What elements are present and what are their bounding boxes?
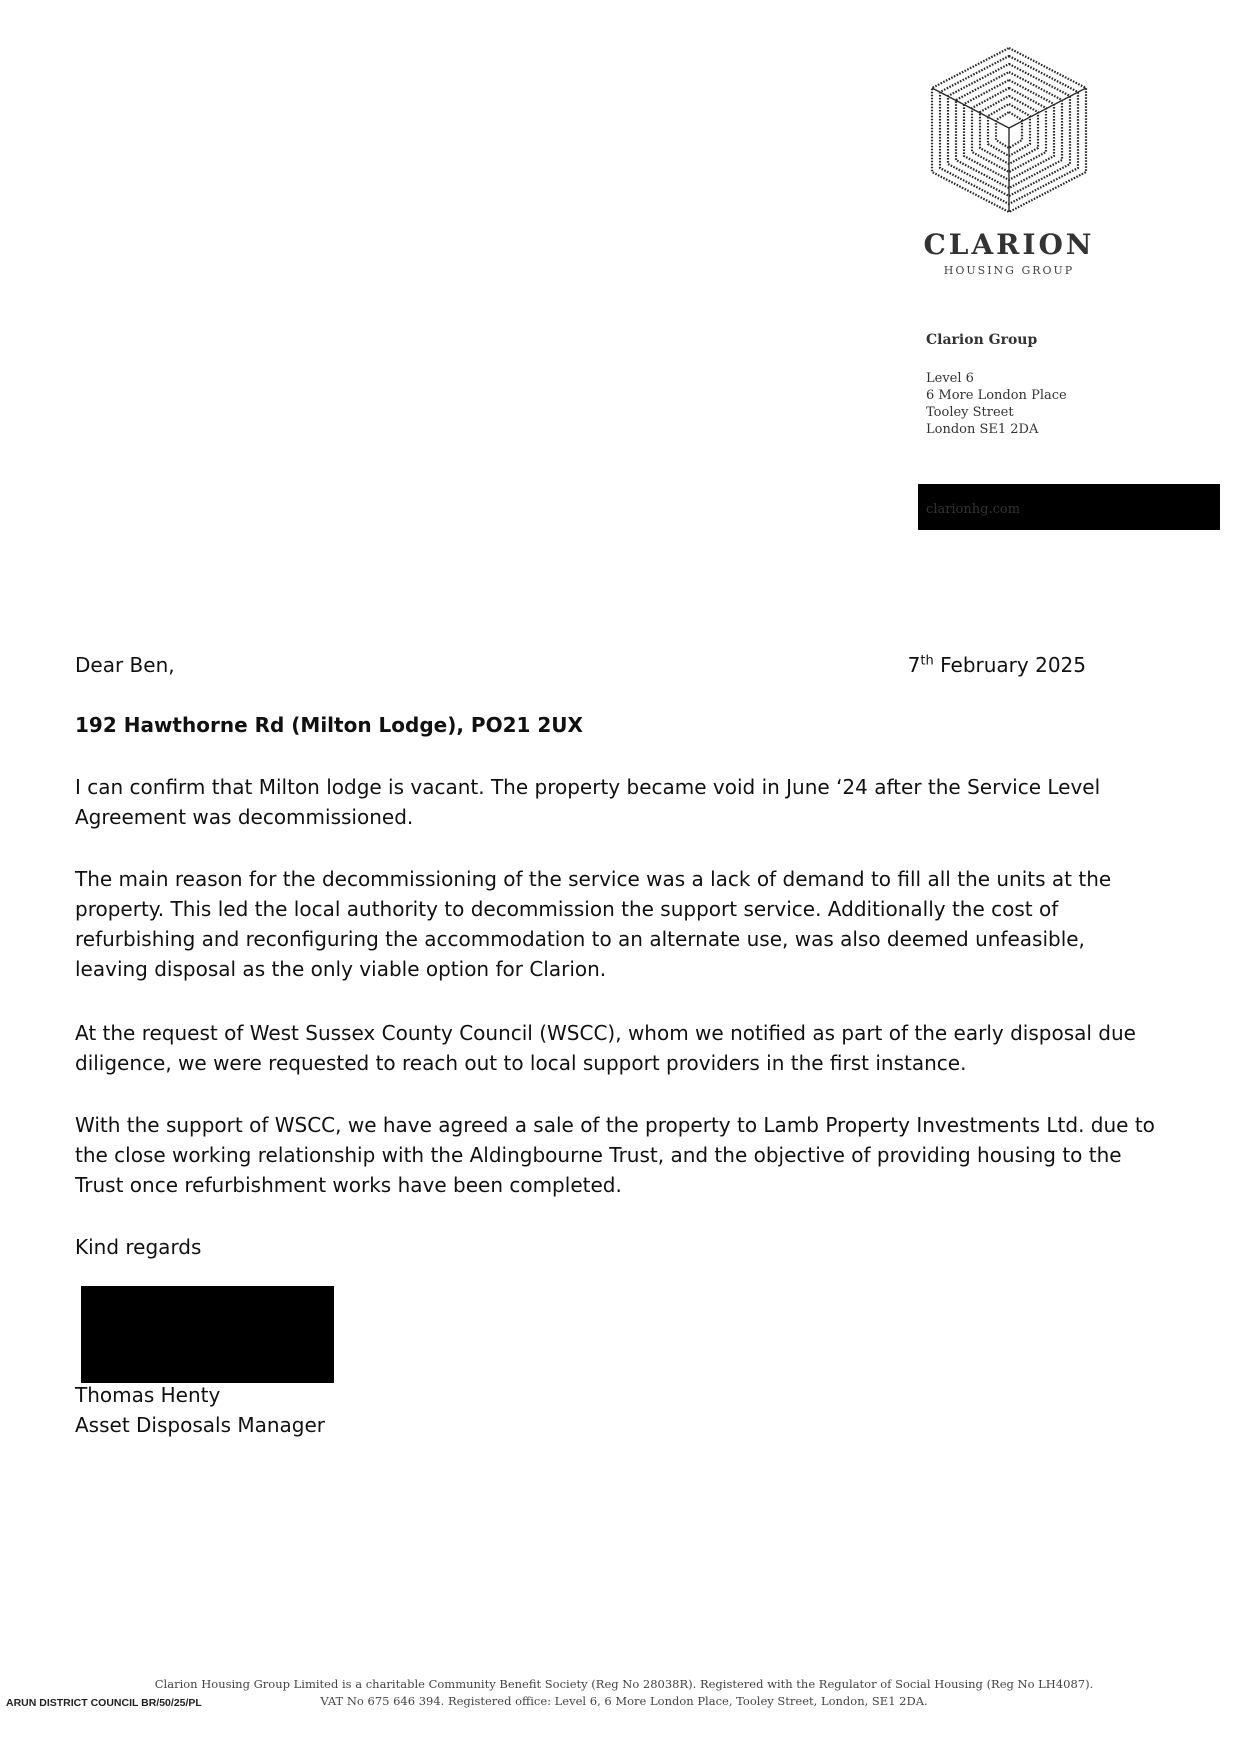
legal-footer [44,1676,1204,1710]
brand-subtitle: HOUSING GROUP [943,264,1075,277]
salutation: Dear Ben, [75,653,175,677]
legal-footer-line: Clarion Housing Group Limited is a charitable Community Benefit Society (Reg No 28038R). Registered with the Regulator of Social Housing (Reg No LH4087). [154,1677,1094,1691]
signatory-name: Thomas Henty [75,1383,221,1407]
letter-date [908,650,1086,680]
body-paragraph: With the support of WSCC, we have agreed a sale of the property to Lamb Property Investments Ltd. due to the close working relationship with the Aldingbourne Trust, and the objective of providing housing to the Trust once refurbishment works have been completed. [75,1113,1155,1197]
sender-address-line: London SE1 2DA [926,422,1039,437]
signatory-title: Asset Disposals Manager [75,1413,326,1437]
date-suffix: th [920,653,934,669]
sender-website: clarionhg.com [926,502,1021,517]
date-month-year: February 2025 [933,653,1086,677]
legal-footer-line: VAT No 675 646 394. Registered office: Level 6, 6 More London Place, Tooley Street, London, SE1 2DA. [320,1694,928,1708]
brand-name: CLARION [923,228,1095,261]
sender-address-line: Tooley Street [926,405,1014,420]
date-day: 7 [907,653,921,677]
closing: Kind regards [75,1235,202,1259]
council-reference-stamp: ARUN DISTRICT COUNCIL BR/50/25/PL [6,1697,202,1709]
clarion-logo-icon [928,44,1090,214]
body-paragraph: I can confirm that Milton lodge is vacant. The property became void in June ‘24 after the Service Level Agreement was decommissioned. [75,775,1101,829]
body-paragraph: The main reason for the decommissioning of the service was a lack of demand to fill all the units at the property. This led the local authority to decommission the support service. Additionally the cost of refurbishing and reconfiguring the accommodation to an alternate use, was also deemed unfeasible, leaving disposal as the only viable option for Clarion. [75,867,1112,981]
redacted-signature [81,1286,334,1383]
body-paragraph: At the request of West Sussex County Council (WSCC), whom we notified as part of the early disposal due diligence, we were requested to reach out to local support providers in the first instance. [75,1021,1136,1075]
sender-org: Clarion Group [926,332,1038,348]
letter-subject: 192 Hawthorne Rd (Milton Lodge), PO21 2UX [75,713,583,737]
sender-address-line: Level 6 [926,371,974,386]
sender-address-line: 6 More London Place [926,388,1067,403]
